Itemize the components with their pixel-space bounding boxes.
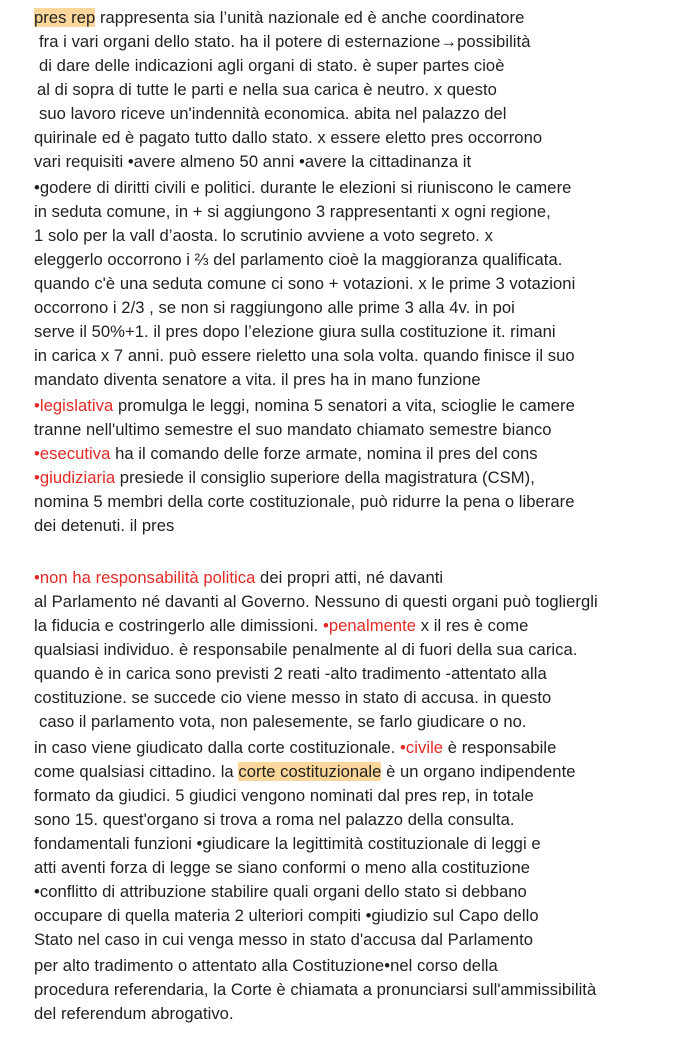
red-keyword: •civile — [400, 738, 444, 757]
note-line — [39, 104, 507, 124]
note-line — [34, 592, 598, 612]
text-segment: in carica x 7 anni. può essere rieletto una sola volta. quando finisce il suo — [34, 346, 575, 365]
text-segment: atti aventi forza di legge se siano conformi o meno alla costituzione — [34, 858, 531, 877]
text-segment: è un organo indipendente — [381, 762, 576, 781]
text-segment: procedura referendaria, la Corte è chiamata a pronunciarsi sull'ammissibilità — [34, 980, 597, 999]
red-keyword: •esecutiva — [34, 444, 111, 463]
text-segment: al di sopra di tutte le parti e nella sua carica è neutro. x questo — [37, 80, 497, 99]
text-segment: costituzione. se succede cio viene messo in stato di accusa. in questo — [34, 688, 552, 707]
note-line — [34, 786, 534, 806]
note-line — [34, 346, 575, 366]
text-segment: in caso viene giudicato dalla corte costituzionale. — [34, 738, 401, 757]
note-line — [37, 80, 497, 100]
text-segment: è responsabile — [443, 738, 557, 757]
note-line — [34, 906, 539, 926]
note-line — [34, 810, 515, 830]
red-keyword: •giudiziaria — [34, 468, 116, 487]
note-line — [34, 274, 575, 294]
note-line — [34, 396, 575, 416]
note-line — [34, 468, 535, 488]
text-segment: per alto tradimento o attentato alla Costituzione•nel corso della — [34, 956, 498, 975]
text-segment: •godere di diritti civili e politici. durante le elezioni si riuniscono le camere — [34, 178, 572, 197]
text-segment: qualsiasi individuo. è responsabile penalmente al di fuori della sua carica. — [34, 640, 578, 659]
text-segment: serve il 50%+1. il pres dopo l’elezione giura sulla costituzione it. rimani — [34, 322, 556, 341]
note-line — [34, 202, 551, 222]
note-line — [34, 178, 571, 198]
note-line — [34, 640, 577, 660]
note-line — [34, 322, 556, 342]
text-segment: fondamentali funzioni •giudicare la legittimità costituzionale di leggi e — [34, 834, 541, 853]
note-line — [34, 226, 493, 246]
text-segment: quando c'è una seduta comune ci sono + votazioni. x le prime 3 votazioni — [34, 274, 576, 293]
note-line — [34, 762, 576, 782]
note-line — [34, 516, 174, 536]
text-segment: x il res è come — [416, 616, 529, 635]
text-segment: formato da giudici. 5 giudici vengono nominati dal pres rep, in totale — [34, 786, 534, 805]
note-line — [34, 370, 481, 390]
red-keyword: •non ha responsabilità politica — [34, 568, 256, 587]
note-line — [34, 980, 596, 1000]
note-line — [34, 152, 471, 172]
text-segment: suo lavoro riceve un'indennità economica. abita nel palazzo del — [39, 104, 507, 123]
note-line — [34, 616, 528, 636]
text-segment: quando è in carica sono previsti 2 reati -alto tradimento -attentato alla — [34, 664, 547, 683]
note-line — [34, 882, 527, 902]
note-line — [34, 128, 542, 148]
highlighted-text: pres rep — [34, 8, 96, 27]
note-line — [34, 858, 530, 878]
text-segment: occupare di quella materia 2 ulteriori compiti •giudizio sul Capo dello — [34, 906, 539, 925]
text-segment: al Parlamento né davanti al Governo. Nessuno di questi organi può togliergli — [34, 592, 598, 611]
note-line — [34, 738, 556, 758]
text-segment: promulga le leggi, nomina 5 senatori a vita, scioglie le camere — [113, 396, 575, 415]
note-line — [39, 56, 505, 76]
red-keyword: •legislativa — [34, 396, 114, 415]
note-line — [34, 568, 443, 588]
note-line — [39, 32, 531, 52]
note-line — [34, 664, 547, 684]
text-segment: 1 solo per la vall d’aosta. lo scrutinio avviene a voto segreto. x — [34, 226, 493, 245]
note-line — [34, 250, 562, 270]
text-segment: nomina 5 membri della corte costituzionale, può ridurre la pena o liberare — [34, 492, 575, 511]
text-segment: mandato diventa senatore a vita. il pres ha in mano funzione — [34, 370, 481, 389]
text-segment: come qualsiasi cittadino. la — [34, 762, 239, 781]
text-segment: rappresenta sia l’unità nazionale ed è anche coordinatore — [95, 8, 525, 27]
text-segment: Stato nel caso in cui venga messo in stato d'accusa dal Parlamento — [34, 930, 534, 949]
note-line — [34, 8, 524, 28]
text-segment: dei detenuti. il pres — [34, 516, 175, 535]
text-segment: dei propri atti, né davanti — [255, 568, 444, 587]
text-segment: eleggerlo occorrono i ⅔ del parlamento cioè la maggioranza qualificata. — [34, 250, 563, 269]
note-line — [34, 834, 541, 854]
text-segment: sono 15. quest'organo si trova a roma nel palazzo della consulta. — [34, 810, 515, 829]
text-segment: del referendum abrogativo. — [34, 1004, 234, 1023]
text-segment: •conflitto di attribuzione stabilire quali organi dello stato si debbano — [34, 882, 527, 901]
text-segment: tranne nell'ultimo semestre el suo mandato chiamato semestre bianco — [34, 420, 552, 439]
text-segment: di dare delle indicazioni agli organi di stato. è super partes cioè — [39, 56, 505, 75]
text-segment: in seduta comune, in + si aggiungono 3 rappresentanti x ogni regione, — [34, 202, 551, 221]
text-segment: fra i vari organi dello stato. ha il potere di esternazione→possibilità — [39, 32, 531, 51]
note-line — [34, 688, 551, 708]
note-line — [34, 420, 552, 440]
note-line — [34, 492, 575, 512]
note-line — [34, 956, 498, 976]
text-segment: presiede il consiglio superiore della magistratura (CSM), — [115, 468, 535, 487]
text-segment: ha il comando delle forze armate, nomina il pres del cons — [110, 444, 538, 463]
text-segment: la fiducia e costringerlo alle dimissioni. — [34, 616, 323, 635]
note-line — [34, 298, 515, 318]
text-segment: caso il parlamento vota, non palesemente, se farlo giudicare o no. — [39, 712, 527, 731]
highlighted-text: corte costituzionale — [238, 762, 382, 781]
note-line — [34, 930, 533, 950]
text-segment: vari requisiti •avere almeno 50 anni •avere la cittadinanza it — [34, 152, 472, 171]
text-segment: quirinale ed è pagato tutto dallo stato. x essere eletto pres occorrono — [34, 128, 543, 147]
note-line — [34, 444, 538, 464]
text-segment: occorrono i 2/3 , se non si raggiungono alle prime 3 alla 4v. in poi — [34, 298, 515, 317]
note-line — [39, 712, 527, 732]
red-keyword: •penalmente — [322, 616, 417, 635]
note-line — [34, 1004, 234, 1024]
